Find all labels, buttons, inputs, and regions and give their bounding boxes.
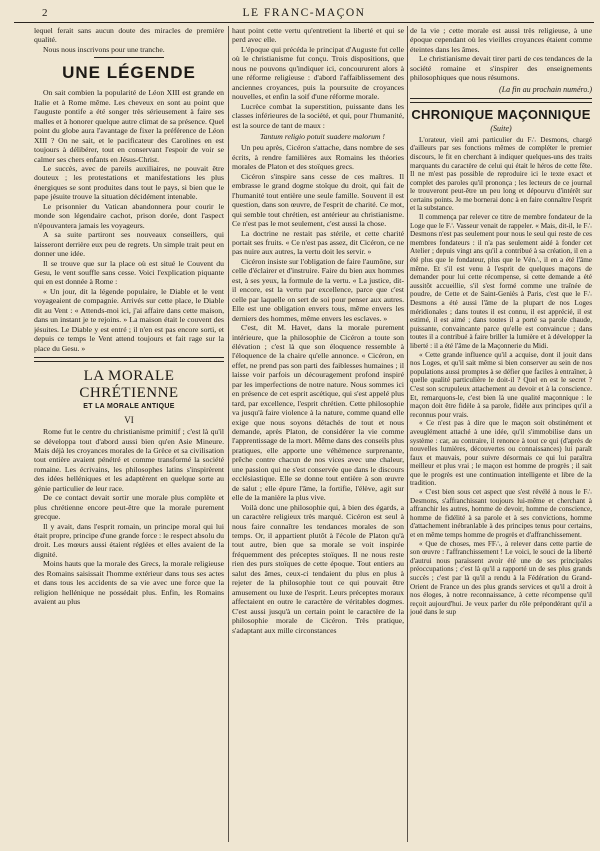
section-divider [410, 98, 592, 103]
page-header [14, 6, 594, 23]
paragraph: Il commença par relever ce titre de membre fondateur de la Loge que le F∴ Vasseur venait de rappeler. « Mais, dit-il, le F∴ Desmons n'est pas seulement pour nous le seul qui reste de ces membres fondateurs : il n'a pas seulement aidé à fonder cet Atelier ; depuis vingt ans qu'il a contribué à sa création, il en a été plus que le fondateur, plus que le Vén∴, il en a été l'âme même. Et s'il est venu à l'esprit de quelques maçons de demander pour lui cette récompense, si cette demande a été aussitôt accueillie, s'il s'est formé comme une traînée de poudre, de Cette et de Saint-Geniès à Paris, c'est que le F∴ Desmons a été aussi l'âme de la plupart de nos Loges méridionales ; dans toutes il est connu, il est apprécié, il est estimé, il est aimé ; dans toutes il a porté sa parole chaude, puissante, convaincante parce qu'elle est convaincue ; dans toutes il a contribué à faire briller la lumière et à développer la liberté : il a été l'âme de la Maçonnerie du Midi. [410, 213, 592, 350]
chapter-number: VI [124, 415, 134, 426]
newspaper-title: LE FRANC-MAÇON [242, 7, 366, 19]
paragraph: « C'est bien sous cet aspect que s'est révélé à nous le F∴ Desmons, s'affranchissant toujours lui-même et cherchant à affranchir les autres, homme de devoir, homme de conscience, homme de fidélité à sa parole et à ses convictions, homme d'attachement inébranlable à des principes tenus pour certains, et en même temps homme de progrès et d'affranchissement. [410, 488, 592, 540]
latin-quote: Tantum religio potuit suadere malorum ! [260, 131, 385, 141]
column-left [34, 26, 224, 607]
section-divider [34, 357, 224, 362]
paragraph: L'orateur, vieil ami particulier du F∴ Desmons, chargé d'ailleurs par ses fonctions mêmes de compléter le premier discours, le fit en cherchant à indiquer quelques-uns des traits marquants du caractère de celui qui était le héros de cette fête. Il ne m'est pas possible de reproduire ici le texte exact et complet des paroles qu'il prononça ; les lecteurs de ce journal le trouveront peut-être un peu long et dépourvu d'intérêt sur certains points. Je me bornerai donc à en faire connaître l'esprit et la substance. [410, 135, 592, 213]
article-title-chronique: CHRONIQUE MAÇONNIQUE [411, 106, 591, 122]
paragraph: Voilà donc une philosophie qui, à bien des égards, a un caractère religieux très marqué. Cicéron est seul à nous faire connaître les tendances morales de son temps. Or, il appartient plutôt à l'école de Platon qu'à tout autre, bien que sa morale se voit inspirée fréquemment des préceptes stoïques. Il ne nous reste rien des purs stoïques de cette époque. Tout entiers au salut des âmes, ceux-ci tendaient du plus en plus à rejeter de la philosophie tout ce qui pouvait être amusement ou luxe de l'esprit. Leurs préceptes moraux affectaient en outre le caractère de véritables dogmes. C'est aussi jusqu'à un certain point le caractère de la philosophie morale de Cicéron. Très pratique, s'adaptant aux mille circonstances [232, 502, 404, 635]
to-be-continued-note: (La fin au prochain numéro.) [499, 84, 592, 94]
paragraph: Le succès, avec de pareils auxiliaires, ne pouvait être douteux ; les protestations et manifestations les plus énergiques se sont produites dans tout le pays, si bien que le pape jésuite trouve la situation décidément intenable. [34, 163, 224, 202]
paragraph: Le christianisme devait tirer parti de ces tendances de la société romaine et s'inspirer des enseignements philosophiques que nous résumons. [410, 54, 592, 83]
column-divider [228, 26, 229, 842]
article-suite-label: (Suite) [490, 123, 512, 133]
article-title-legende: UNE LÉGENDE [62, 63, 196, 83]
article-title-morale: LA MORALE CHRÉTIENNE [79, 368, 179, 402]
paragraph: Cicéron insiste sur l'obligation de faire l'aumône, sur celle d'éclairer et d'instruire. Faire du bien aux hommes est, à ses yeux, la formule de la vertu. « La justice, dit-il encore, est la vertu par excellence, parce que c'est celle par laquelle on sert de soi pour penser aux autres. Elle est une obligation envers tous, même envers les derniers des hommes, même envers les esclaves. » [232, 256, 404, 323]
paragraph: « Cette grande influence qu'il a acquise, dont il jouit dans nos Loges, et qu'il sait même si bien conserver au sein de nos populations aussi promptes à se défier que faciles à entraîner, à quelle qualité particulière le doit-il ? Quel en est le secret ? C'est son scrupuleux attachement au devoir et à la conscience. Et, remarquons-le, c'est bien là une qualité maçonnique : le maçon doit être fidèle à sa parole, fidèle aux principes qu'il a reconnus pour vrais. [410, 350, 592, 419]
paragraph: On sait combien la popularité de Léon XIII est grande en Italie et à Rome même. Les cheveux en sont au point que l'auguste pontife a été songer très sérieusement à faire ses malles et à honorer quelque autre climat de sa présence. Quel point du globe aura l'avantage de fixer la préférence de Léon XIII ? On ne sait, et le pacificateur des Carolines en est toujours à délibérer, tout en conservant l'espoir de voir se calmer ses chers enfants en Jésus-Christ. [34, 88, 224, 164]
paragraph: C'est, dit M. Havet, dans la morale purement intérieure, que la philosophie de Cicéron a toute son élévation ; c'est là que son éloquence ressemble à l'éloquence de la chaire qu'elle annonce. « Cicéron, en effet, ne prend pas son parti des faiblesses humaines ; il laisse voir parfois un découragement profond inspiré par les imperfections de notre nature. Nous sommes ici en présence de cet esprit ascétique, qui s'est appelé plus tard, par excellence, l'esprit chrétien. Cette philosophie va jusqu'à faire violence à la nature, comme quand elle exige que nous soyons détachés de tout et nous demande, après Platon, de considérer la vie comme l'apprentissage de la mort. Même dans des conseils plus pratiques, elle apporte une véhémence surprenante, prêche contre chacun de nos vices avec une chaleur, une passion qui ne s'est conservée que dans le discours ecclésiastique. Elle se donne tout entière à son œuvre de salut ; elle épure l'âme, la fortifie, l'élève, agit sur elle de la manière la plus vive. [232, 323, 404, 503]
article-subtitle: ET LA MORALE ANTIQUE [83, 403, 175, 411]
paragraph: De ce contact devait sortir une morale plus complète et plus chrétienne encore peut-être que la morale purement grecque. [34, 493, 224, 522]
paragraph: Lucrèce combat la superstition, puissante dans les classes inférieures de la société, et qui, pour l'humanité, est la source de tant de maux : [232, 101, 404, 130]
newspaper-page [14, 6, 594, 844]
paragraph: Il y avait, dans l'esprit romain, un principe moral qui lui était propre, principe d'une grande force : le respect absolu du droit. Les mœurs aussi étaient réglées et elles avaient de la dignité. [34, 521, 224, 559]
paragraph: haut point cette vertu qu'entretient la liberté et qui se perd avec elle. [232, 26, 404, 45]
paragraph: « Un jour, dit la légende populaire, le Diable et le vent voyageaient de compagnie. Arrivés sur cette place, le Diable dit au Vent : « Attends-moi ici, j'ai affaire dans cette maison, dans un instant je te rejoins. » La maison était le couvent des jésuites. Le Diable y est entré ; il n'en est pas encore sorti, et depuis ce temps le Vent attend toujours et fait rage sur la place du Gesu. » [34, 286, 224, 353]
paragraph: L'époque qui précéda le principat d'Auguste fut celle où le christianisme fut conçu. Trois dispositions, que nous ne pouvons qu'indiquer ici, concoururent alors à une réforme religieuse : d'abord l'affaiblissement des anciennes croyances, puis la poursuite de croyances nouvelles, et enfin la soif d'une réforme morale. [232, 44, 404, 102]
paragraph: lequel ferait sans aucun doute des miracles de première qualité. [34, 26, 224, 45]
column-middle [232, 26, 404, 635]
column-right [410, 26, 592, 617]
paragraph: Un peu après, Cicéron s'attache, dans nombre de ses écrits, à rendre familières aux Romains les théories morales de Platon et des stoïques grecs. [232, 143, 404, 172]
paragraph: La doctrine ne restait pas stérile, et cette charité portait ses fruits. « Ce n'est pas assez, dit Cicéron, ce ne pas nuire aux autres, la vertu doit les servir. » [232, 228, 404, 257]
paragraph: Rome fut le centre du christianisme primitif ; c'est là qu'il se développa tout d'abord aussi bien qu'en Asie Mineure. Mais déjà les croyances morales de la Grèce et sa civilisation tout entière avaient pénétré et comme transformé la société romaine. Les écrivains, les philosophes latins s'inspirèrent des idées helléniques et les adaptèrent en quelque sorte au génie particulier de leur race. [34, 427, 224, 493]
column-divider [407, 26, 408, 842]
columns [14, 26, 594, 844]
page-number: 2 [42, 7, 48, 19]
paragraph: Cicéron s'inspire sans cesse de ces maîtres. Il embrasse le grand dogme stoïque du droit, qui fait de l'humanité tout entière une seule famille. Souvent il est question, dans son œuvre, de l'esprit de charité. Ce mot, qui semble tout chrétien, est antérieur au christianisme. Ce n'est pas le mot seulement, c'est aussi la chose. [232, 171, 404, 229]
paragraph: Le prisonnier du Vatican abandonnera pour courir le monde son légendaire cachot, prison dorée, dont l'aspect n'épouvantera jamais les voyageurs. [34, 201, 224, 230]
paragraph: Moins hauts que la morale des Grecs, la morale religieuse des Romains saisissait l'homme extérieur dans tous ses actes et dans tous les accidents de sa vie avec une force que la religion hellénique ne possédait plus. Enfin, les Romains avaient au plus [34, 559, 224, 607]
paragraph: Nous nous inscrivons pour une tranche. [43, 44, 165, 54]
paragraph: de la vie ; cette morale est aussi très religieuse, à une époque cependant où les vieilles croyances étaient comme éteintes dans les âmes. [410, 26, 592, 54]
paragraph: « Ce n'est pas à dire que le maçon soit obstinément et aveuglément attaché à une idée, qu'il s'immobilise dans un système : car, au contraire, il renonce à tout ce qui (d'après de nouvelles lumières, découvertes ou connaissances) lui paraît faux et mauvais, pour suivre désormais ce qui lui paraîtra meilleur et plus vrai ; le maçon est homme de progrès ; il sait que le progrès est une continuation intelligente et libre de la tradition. [410, 419, 592, 488]
paragraph: A sa suite partiront ses nouveaux conseillers, qui laisseront derrière eux peu de regrets. Un simple trait peut en donner une idée. [34, 230, 224, 259]
separator-rule [94, 57, 164, 58]
paragraph: Il se trouve que sur la place où est situé le Couvent du Gesu, le vent souffle sans cesse. Voici l'explication piquante qui en est donnée à Rome : [34, 258, 224, 287]
paragraph: « Que de choses, mes FF∴, à relever dans cette partie de son œuvre : l'affranchissement ! Le voici, le souci de la liberté d'autrui nous paraissent avoir été une de ses principales préoccupations ; c'est là qu'il a rapporté un de ses plus grands succès ; c'est par là qu'il a rendu à la Fédération du Grand-Orient de France un des plus grands services et qu'il a droit à nos éloges, à notre reconnaissance, à cette récompense qu'il reçoit aujourd'hui. Je veux parler du rôle prépondérant qu'il a joué dans le sup [410, 539, 592, 617]
